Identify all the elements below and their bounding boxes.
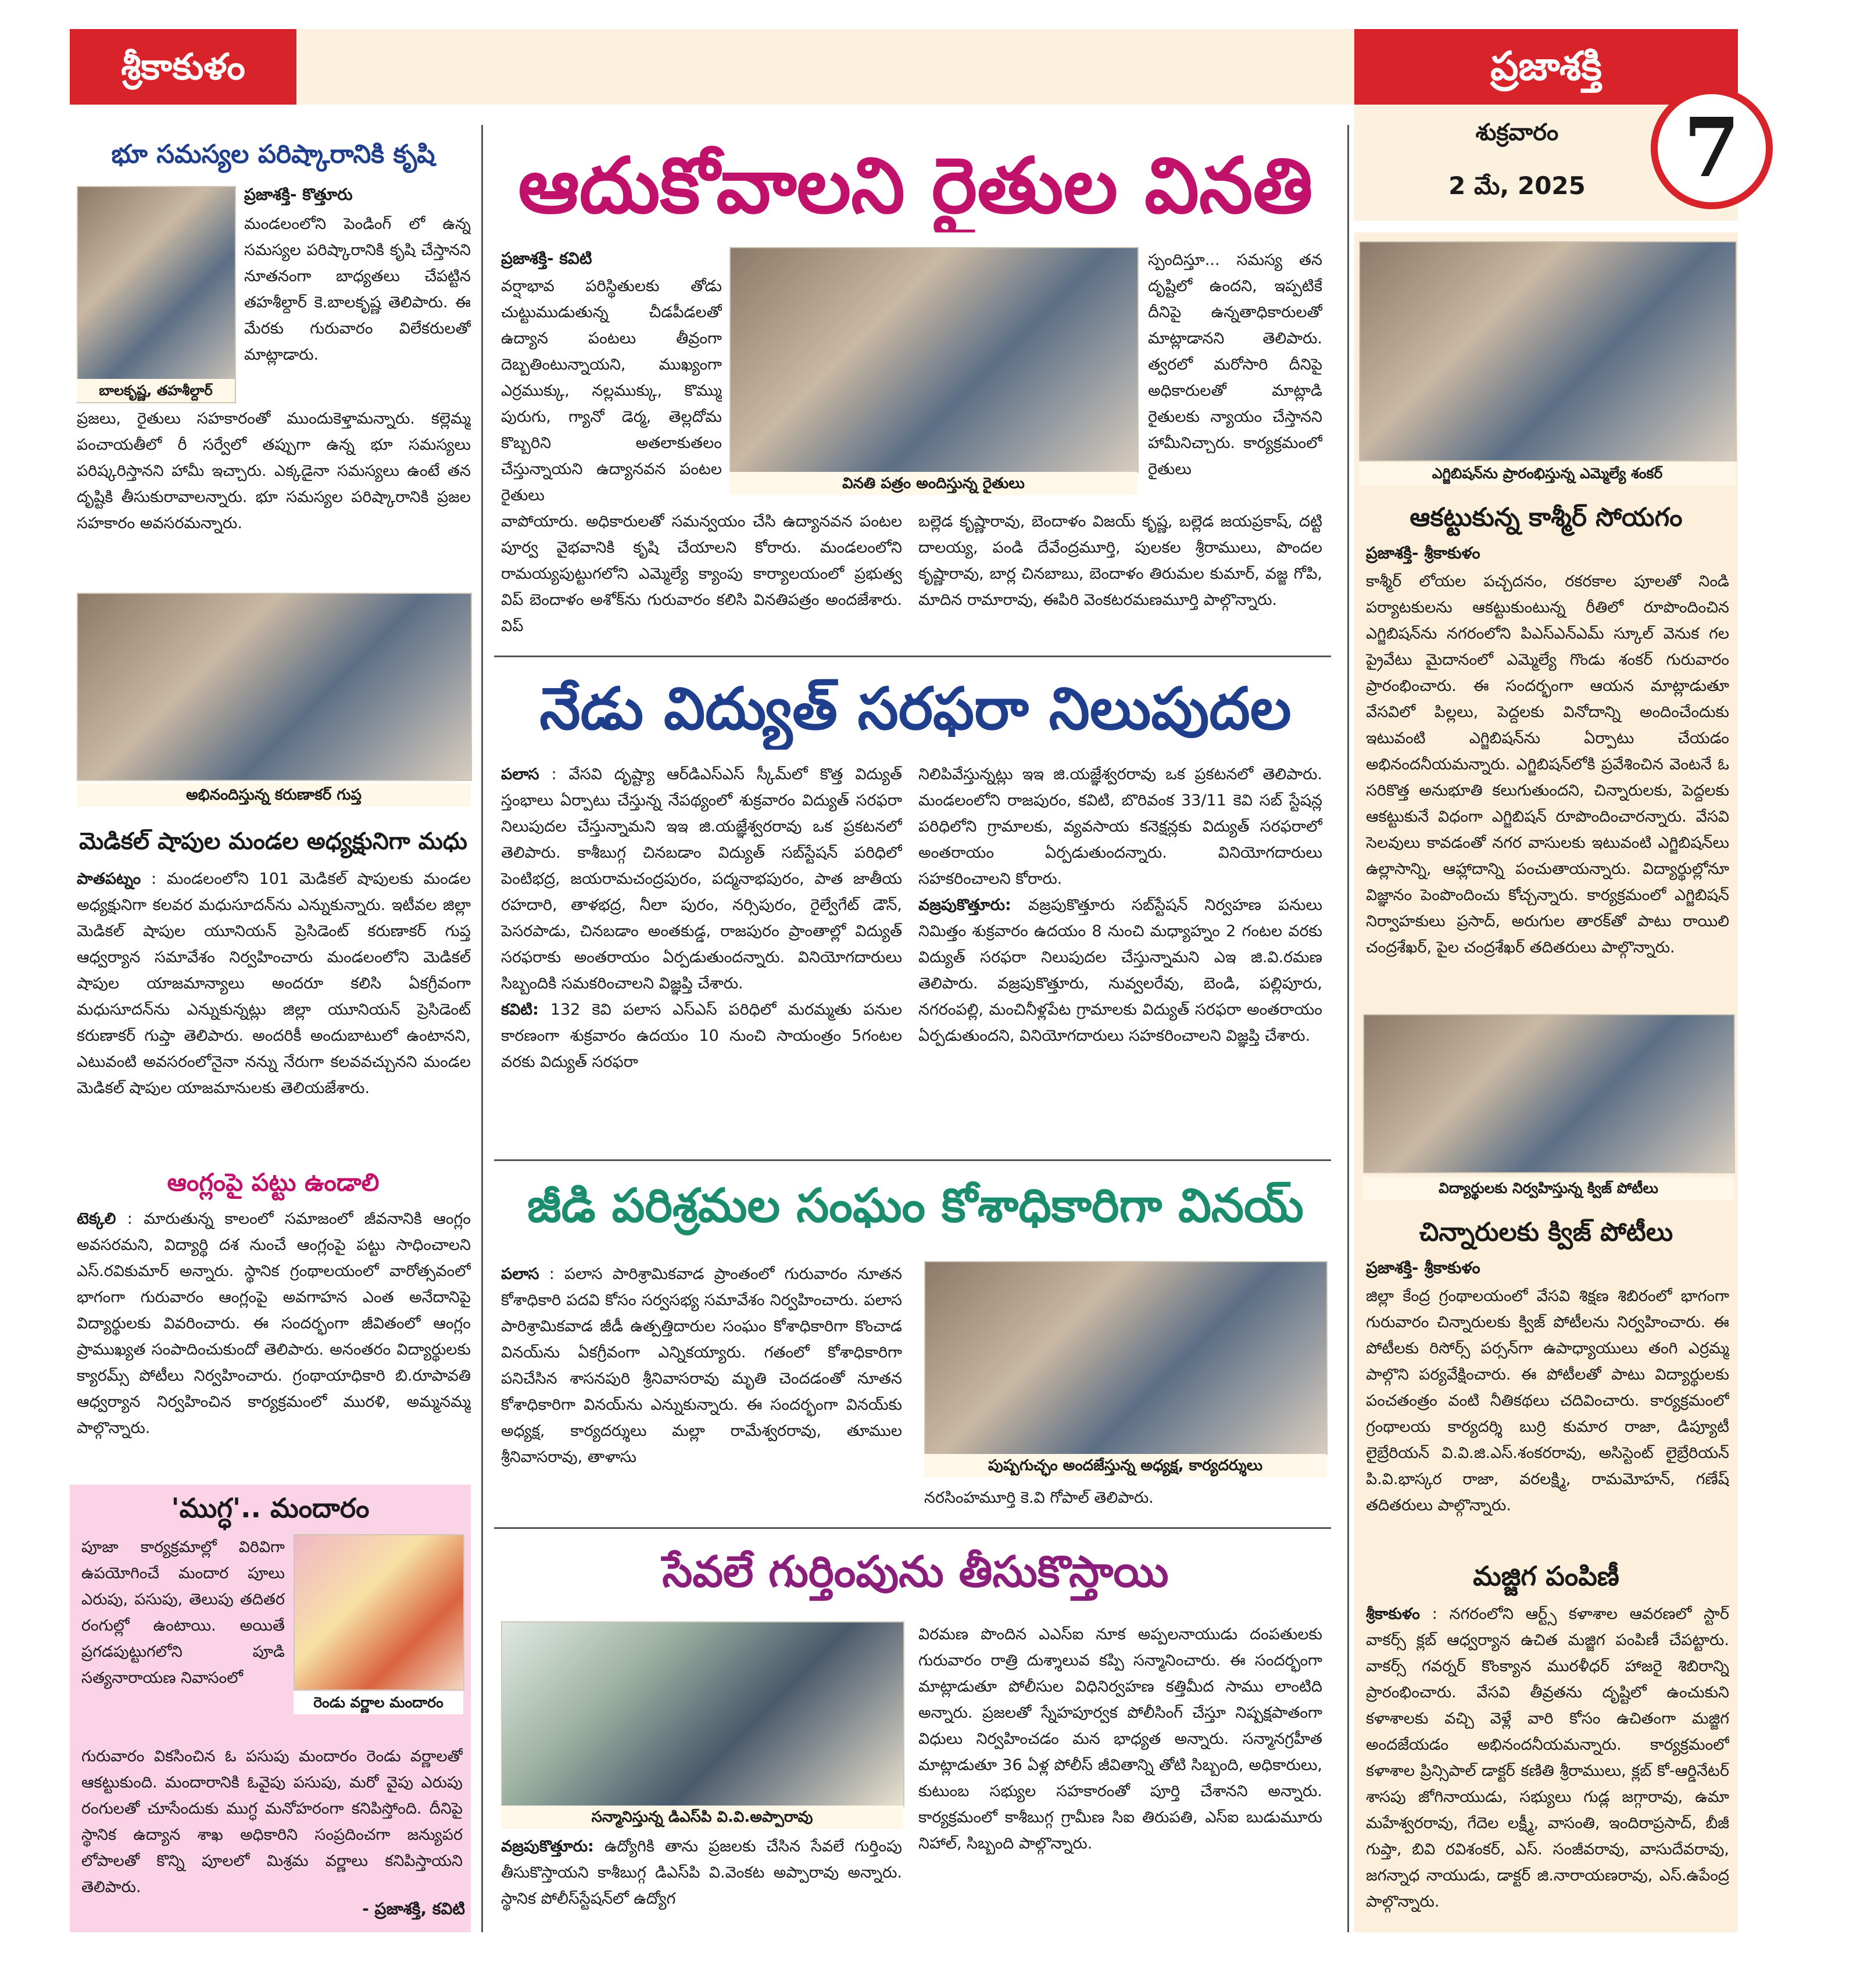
hibiscus-sign: - ప్రజాశక్తి, కవిటి (362, 1899, 465, 1918)
power-lead-1: పలాస (501, 765, 539, 783)
service-headline: సేవలే గుర్తింపును తీసుకొస్తాయి (662, 1547, 1169, 1597)
medical-shops-body (77, 866, 471, 1156)
power-text-1: : వేసవి దృష్ట్యా ఆర్‌డిఎస్‌ఎస్ స్కీమ్‌లో కొత్త విద్యుత్ స్తంభాలు ఏర్పాటు చేస్తున్న నేపథ్యంలో శుక్రవారం విద్యుత్ సరఫరా నిలుపుదల చేస్తున్నామని ఇఇ జి.యజ్ఞేశ్వరరావు ఒక ప్రకటనలో తెలిపారు. కాశీబుగ్గ చినబడాం విద్యుత్ సబ్‌స్టేషన్ పరిధిలో పెంటిభద్ర, జయరామచంద్రపురం, పద్మనాభపురం, పాత జాతీయ రహదారి, తాళభద్ర, నీలా పురం, నర్సిపురం, రైల్వేగేట్ డౌన్, పెసరపాడు, చినబడాం అంతకుడ్డ, రాజపురం ప్రాంతాల్లో విద్యుత్ సరఫరాకు అంతరాయం ఏర్పడుతుందన్నారు. వినియోగదారులు సిబ్బందికి సమకరించాలని విజ్ఞప్తి చేశారు. (501, 765, 902, 993)
farmers-byline: ప్రజాశక్తి- కవిటి (501, 249, 592, 268)
english-lead: టెక్కలి (77, 1210, 116, 1228)
exhibition-photo-caption: ఎగ్జిబిషన్‌ను ప్రారంభిస్తున్న ఎమ్మెల్యే శంకర్ (1359, 462, 1736, 485)
masthead-district: శ్రీకాకుళం (121, 45, 245, 88)
cashew-body (501, 1261, 902, 1523)
service-body-left (501, 1833, 902, 1921)
masthead-paper-logo: ప్రజాశక్తి (1490, 44, 1602, 89)
power-text-3: నిలిపివేస్తున్నట్లు ఇఇ జి.యజ్ఞేశ్వరరావు ఒక ప్రకటనలో తెలిపారు. మండలంలోని రాజపురం, కవిటి, బొరివంక 33/11 కెవి సబ్ స్టేషన్ల పరిధిలోని గ్రామాలకు, వ్యవసాయ కనెక్షన్లకు విద్యుత్ సరఫరాలో అంతరాయం ఏర్పడుతుందన్నారు. వినియోగదారులు సహకరించాలని కోరారు. (918, 765, 1322, 888)
cashew-after-photo: నరసింహమూర్తి కె.వి గోపాల్ తెలిపారు. (924, 1489, 1154, 1507)
english-headline: ఆంగ్లంపై పట్టు ఉండాలి (167, 1168, 380, 1197)
quiz-photo-caption: విద్యార్థులకు నిర్వహిస్తున్న క్విజ్ పోటీలు (1363, 1177, 1734, 1200)
center-rule-2 (494, 1159, 1331, 1161)
english-text: : మారుతున్న కాలంలో సమాజంలో జీవనానికి ఆంగ్లం అవసరమని, విద్యార్థి దశ నుంచే ఆంగ్లంపై పట్టు సాధించాలని ఎస్.రవికుమార్ అన్నారు. స్థానిక గ్రంథాలయంలో వారోత్సవంలో భాగంగా గురువారం ఆంగ్లంపై అవగాహన ఎంత అనేదానిపై విద్యార్థులకు వివరించారు. ఈ సందర్భంగా జీవితంలో ఆంగ్లం ప్రాముఖ్యత సంపాదించుకుందో తెలిపారు. అనంతరం విద్యార్థులకు క్యారమ్స్ పోటీలు నిర్వహించారు. గ్రంథాయాధికారి బి.రూపావతి ఆధ్వర్యాన నిర్వహించిన కార్యక్రమంలో మురళి, అమ్మనమ్మ పాల్గొన్నారు. (77, 1210, 471, 1437)
farmers-bottom-right: బల్లెడ కృష్ణారావు, బెందాళం విజయ్ కృష్ణ, బల్లెడ జయప్రకాష్, దట్టి దాలయ్య, పండి దేవేంద్రమూర్తి, పులకల శ్రీరాములు, పొందల కృష్ణారావు, బార్ల చినబాబు, బెందాళం తిరుమల కుమార్, వజ్జ గోపి, మాదిన రామారావు, ఈపిరి వెంకటరమణమూర్తి పాల్గొన్నారు. (918, 513, 1322, 609)
farmers-col-right: స్పందిస్తూ... సమస్య తన దృష్టిలో ఉందని, ఇప్పటికే దీనిపై ఉన్నతాధికారులతో మాట్లాడానని తెలిపారు. త్వరలో మరోసారి దీనిపై అధికారులతో మాట్లాడి రైతులకు న్యాయం చేస్తానని హామీనిచ్చారు. కార్యక్రమంలో రైతులు (1148, 251, 1322, 478)
column-rule-left (481, 125, 483, 1932)
hibiscus-photo-caption: రెండు వర్ణాల మందారం (294, 1691, 463, 1714)
karunakar-photo-caption: అభినందిస్తున్న కరుణాకర్ గుప్త (77, 783, 471, 807)
kashmir-body: కాశ్మీర్ లోయల పచ్చదనం, రకరకాల పూలతో నిండి పర్యాటకులను ఆకట్టుకుంటున్న రీతిలో రూపొందించిన ఎగ్జిబిషన్‌ను నగరంలోని పిఎస్‌ఎన్‌ఎమ్ స్కూల్ వెనుక గల ప్రైవేటు మైదానంలో ఎమ్మెల్యే గొండు శంకర్ గురువారం ప్రారంభించారు. ఈ సందర్భంగా ఆయన మాట్లాడుతూ వేసవిలో పిల్లలు, పెద్దలకు వినోదాన్ని అందించేందుకు ఇటువంటి ఎగ్జిబిషన్‌ను ఏర్పాటు చేయడం అభినందనీయమన్నారు. ఎగ్జిబిషన్‌లోకి ప్రవేశించిన వెంటనే ఓ సరికొత్త అనుభూతి కలుగుతుందని, చిన్నారులకు, పెద్దలకు ఆకట్టుకునే విధంగా ఎగ్జిబిషన్ రూపొందించారన్నారు. వేసవి సెలవులు కావడంతో నగర వాసులకు ఇటువంటి ఎగ్జిబిషన్‌లు ఉల్లాసాన్ని, ఆహ్లాదాన్ని పంచుతాయన్నారు. విద్యార్థుల్లోనూ విజ్ఞానం పెంపొందించు కోచ్చన్నారు. కార్యక్రమంలో ఎగ్జిబిషన్ నిర్వాహకులు ప్రసాద్, అరుగుల తారక్‌తో పాటు రాయిలి చంద్రశేఖర్, పైల చంద్రశేఖర్ తదితరులు పాల్గొన్నారు. (1366, 572, 1729, 957)
hibiscus-body-side: పూజా కార్యక్రమాల్లో విరివిగా ఉపయోగించే మందార పూలు ఎరుపు, పసుపు, తెలుపు తదితర రంగుల్లో ఉంటాయి. అయితే ప్రగడపుట్టుగలోని పూడి సత్యనారాయణ నివాసంలో (81, 1538, 285, 1687)
masthead-day: శుక్రవారం (1475, 119, 1559, 146)
cashew-text: : పలాస పారిశ్రామికవాడ ప్రాంతంలో గురువారం నూతన కోశాధికారి పదవి కోసం సర్వసభ్య సమావేశం నిర్వహించారు. పలాస పారిశ్రామికవాడ జీడీ ఉత్పత్తిదారుల సంఘం కోశాధికారిగా కొంచాడ వినయ్‌ను ఏకగ్రీవంగా ఎన్నికయ్యారు. గతంలో కోశాధికారిగా పనిచేసిన శాసనపురి శ్రీనివాసరావు మృతి చెందడంతో నూతన కోశాధికారిగా వినయ్‌ను ఎన్నుకున్నారు. ఈ సందర్భంగా వినయ్‌కు అధ్యక్ష, కార్యదర్శులు మల్లా రామేశ్వరరావు, తూముల శ్రీనివాసరావు, తాళాసు (501, 1265, 902, 1466)
land-issues-headline: భూ సమస్యల పరిష్కారానికి కృషి (111, 139, 435, 169)
medical-shops-lead: పాతపట్నం (77, 870, 141, 888)
service-lead: వజ్రపుకొత్తూరు: (501, 1837, 594, 1856)
farmers-headline: ఆదుకోవాలని రైతుల వినతి (518, 141, 1313, 231)
land-issues-body: ప్రజలు, రైతులు సహకారంతో ముందుకెళ్తామన్నారు. కల్లెమ్మ పంచాయతీలో రీ సర్వేలో తప్పుగా ఉన్న భూ సమస్యలు పరిష్కరిస్తానని హామీ ఇచ్చారు. ఎక్కడైనా సమస్యలు ఉంటే తన దృష్టికి తీసుకురావాలన్నారు. భూ సమస్యల పరిష్కారానికి ప్రజల సహకారం అవసరమన్నారు. (77, 410, 471, 532)
quiz-photo (1363, 1014, 1735, 1173)
hibiscus-photo (294, 1534, 464, 1690)
quiz-byline: ప్రజాశక్తి- శ్రీకాకుళం (1366, 1258, 1480, 1277)
buttermilk-headline: మజ్జిగ పంపిణీ (1473, 1560, 1619, 1592)
power-left (501, 761, 902, 1148)
karunakar-photo (77, 593, 472, 781)
land-issues-body-side: మండలంలోని పెండింగ్ లో ఉన్న సమస్యల పరిష్కారానికి కృషి చేస్తానని నూతనంగా బాధ్యతలు చేపట్టిన తహశీల్దార్ కె.బాలకృష్ణ తెలిపారు. ఈ మేరకు గురువారం విలేకరులతో మాట్లాడారు. (244, 215, 471, 364)
cashew-lead: పలాస (501, 1265, 539, 1283)
quiz-body: జిల్లా కేంద్ర గ్రంథాలయంలో వేసవి శిక్షణ శిబిరంలో భాగంగా గురువారం చిన్నారులకు క్విజ్ పోటీలను నిర్వహించారు. ఈ పోటీలకు రిసోర్స్ పర్సన్‌గా ఉపాధ్యాయులు తంగి ఎర్రమ్మ పాల్గొని పర్యవేక్షించారు. ఈ పోటీలతో పాటు విద్యార్థులకు పంచతంత్రం వంటి నీతికథలు చదివించారు. కార్యక్రమంలో గ్రంథాలయ కార్యదర్శి బుర్రి కుమార రాజా, డిప్యూటీ లైబ్రేరియన్ వి.వి.జి.ఎస్.శంకరరావు, అసిస్టెంట్ లైబ్రేరియన్ పి.వి.భాస్కర రాజా, వరలక్ష్మి, రామమోహన్, గణేష్ తదితరులు పాల్గొన్నారు. (1366, 1287, 1729, 1514)
dsp-photo (501, 1621, 904, 1807)
exhibition-photo (1359, 241, 1737, 461)
tahsildar-photo-caption: బాలకృష్ణ, తహశీల్దార్ (77, 379, 235, 402)
cashew-headline: జీడి పరిశ్రమల సంఘం కోశాధికారిగా వినయ్ (527, 1179, 1304, 1233)
masthead-district-box (70, 29, 296, 105)
page-number-badge (1651, 87, 1773, 209)
kashmir-headline: ఆకట్టుకున్న కాశ్మీర్ సోయగం (1410, 503, 1683, 532)
power-text-4: వజ్రపుకొత్తూరు సబ్‌స్టేషన్ నిర్వహణ పనులు నిమిత్తం శుక్రవారం ఉదయం 8 నుంచి మధ్యాహ్నం 2 గంటల వరకు విద్యుత్ సరఫరా నిలుపుదల చేస్తున్నామని ఎఇ జి.వి.రమణ తెలిపారు. వజ్రపుకొత్తూరు, నువ్వలరేవు, బెండి, పల్లిపూరు, నగరంపల్లి, మంచినీళ్లపేట గ్రామాలకు విద్యుత్ సరఫరా అంతరాయం ఏర్పడుతుందని, వినియోగదారులు సహకరించాలని విజ్ఞప్తి చేశారు. (918, 896, 1322, 1045)
kashmir-byline: ప్రజాశక్తి- శ్రీకాకుళం (1366, 543, 1480, 563)
buttermilk-body (1366, 1601, 1729, 1926)
cashew-photo (924, 1261, 1328, 1455)
power-text-2: 132 కెవి పలాస ఎస్‌ఎస్ పరిధిలో మరమ్మతు పనుల కారణంగా శుక్రవారం ఉదయం 10 నుంచి సాయంత్రం 5గంటల వరకు విద్యుత్ సరఫరా (501, 1001, 902, 1071)
column-rule-right (1347, 125, 1349, 1932)
center-rule-3 (494, 1527, 1331, 1529)
buttermilk-lead: శ్రీకాకుళం (1366, 1605, 1420, 1623)
masthead-paper-box (1354, 29, 1738, 105)
hibiscus-headline: 'ముగ్ధ'.. మందారం (171, 1492, 370, 1524)
medical-shops-text: : మండలంలోని 101 మెడికల్ షాపులకు మండల అధ్యక్షునిగా కలవర మధుసూదన్‌ను ఎన్నుకున్నారు. ఇటీవల జిల్లా మెడికల్ షాపుల యూనియన్ ప్రెసిడెంట్ కరుణాకర్ గుప్త ఆధ్వర్యాన సమావేశం నిర్వహించారు మండలంలోని మెడికల్ షాపుల యాజమాన్యాలు అందరూ కలిసి ఏకగ్రీవంగా మధుసూదన్‌ను ఎన్నుకున్నట్లు జిల్లా యూనియన్ ప్రెసిడెంట్ కరుణాకర్ గుప్తా తెలిపారు. అందరికీ అందుబాటులో ఉంటానని, ఎటువంటి అవసరంలోనైనా నన్ను నేరుగా కలవవచ్చునని మండల మెడికల్ షాపుల యాజమానులకు తెలియజేశారు. (77, 870, 471, 1097)
english-body (77, 1206, 471, 1479)
center-rule-1 (494, 655, 1331, 657)
farmers-photo-caption: వినతి పత్రం అందిస్తున్న రైతులు (729, 472, 1137, 495)
hibiscus-body: గురువారం వికసించిన ఓ పసుపు మందారం రెండు వర్ణాలతో ఆకట్టుకుంది. మందారానికి ఓవైపు పసుపు, మరో వైపు ఎరుపు రంగులతో చూసేందుకు ముగ్ధ మనోహరంగా కనిపిస్తోంది. దీనిపై స్థానిక ఉద్యాన శాఖ అధికారిని సంప్రదించగా జన్యుపర లోపాలతో కొన్ని పూలలో మిశ్రమ వర్ణాలు కనిపిస్తాయని తెలిపారు. (81, 1747, 463, 1896)
medical-shops-headline: మెడికల్ షాపుల మండల అధ్యక్షునిగా మధు (78, 828, 468, 855)
land-issues-byline: ప్రజాశక్తి- కొత్తూరు (244, 185, 353, 204)
farmers-photo (729, 247, 1139, 473)
buttermilk-text: : నగరంలోని ఆర్ట్స్ కళాశాల ఆవరణలో స్టార్ వాకర్స్ క్లబ్ ఆధ్వర్యాన ఉచిత మజ్జిగ పంపిణీ చేపట్టారు. వాకర్స్ గవర్నర్ కొంక్యాన మురళీధర్ హాజరై శిబిరాన్ని ప్రారంభించారు. వేసవి తీవ్రతను దృష్టిలో ఉంచుకుని కళాశాలకు వచ్చి వెళ్లే వారి కోసం ఉచితంగా మజ్జిగ అందజేయడం అభినందనీయమన్నారు. కార్యక్రమంలో కళాశాల ప్రిన్సిపాల్ డాక్టర్ కణితి శ్రీరాములు, క్లబ్ కో-ఆర్డినేటర్ శాసపు జోగినాయుడు, సభ్యులు గుడ్ల జగ్గారావు, ఉమా మహేశ్వరరావు, గేదెల లక్ష్మీ, వాసంతి, ఇందిరాప్రసాద్, బీజీ గుప్తా, బివి రవిశంకర్, ఎస్. సంజీవరావు, వాసుదేవరావు, జగన్నాధ నాయుడు, డాక్టర్ జి.నారాయణరావు, ఎస్.ఉపేంద్ర పాల్గొన్నారు. (1366, 1605, 1729, 1911)
dsp-photo-caption: సన్మానిస్తున్న డిఎస్‌పి వి.వి.అప్పారావు (501, 1806, 903, 1829)
page-number: 7 (1683, 101, 1740, 196)
service-body-right: విరమణ పొందిన ఎఎస్‌ఐ నూక అప్పలనాయుడు దంపతులకు గురువారం రాత్రి దుశ్శాలువ కప్పి సన్మానించారు. ఈ సందర్భంగా మాట్లాడుతూ పోలీసుల విధినిర్వహణ కత్తిమీద సాము లాంటిది అన్నారు. ప్రజలతో స్నేహపూర్వక పోలీసింగ్ చేస్తూ నిష్పక్షపాతంగా విధులు నిర్వహించడం మన భాధ్యత అన్నారు. సన్మానగ్రహీత మాట్లాడుతూ 36 ఏళ్ల పోలీస్ జీవితాన్ని తోటి సిబ్బంది, అధికారులు, కుటుంబ సభ్యుల సహకారంతో పూర్తి చేశానని అన్నారు. కార్యక్రమంలో కాశీబుగ్గ గ్రామీణ సిఐ తిరుపతి, ఎస్‌ఐ బుడుమూరు నిహాల్, సిబ్బంది పాల్గొన్నారు. (918, 1625, 1322, 1853)
power-lead-4: వజ్రపుకొత్తూరు: (918, 896, 1011, 914)
cashew-photo-caption: పుష్పగుచ్ఛం అందజేస్తున్న అధ్యక్ష, కార్యదర్శులు (924, 1454, 1326, 1477)
power-lead-2: కవిటి: (501, 1001, 539, 1019)
masthead-date: 2 మే, 2025 (1448, 171, 1586, 200)
farmers-col-left: వర్షాభావ పరిస్థితులకు తోడు చుట్టుముడుతున్న చీడపీడలతో ఉద్యాన పంటలు తీవ్రంగా దెబ్బతింటున్నాయని, ముఖ్యంగా ఎర్రముక్కు, నల్లముక్కు, కొమ్ము పురుగు, గ్యానో డెర్మ, తెల్లదోమ కొబ్బరిని అతలాకుతలం చేస్తున్నాయని ఉద్యానవన పంటల రైతులు (501, 277, 722, 504)
power-headline: నేడు విద్యుత్ సరఫరా నిలుపుదల (539, 675, 1292, 743)
tahsildar-photo (77, 186, 236, 403)
farmers-bottom-left: వాపోయారు. అధికారులతో సమన్వయం చేసి ఉద్యానవన పంటల పూర్వ వైభవానికి కృషి చేయాలని కోరారు. మండలంలోని రామయ్యపుట్టుగలోని ఎమ్మెల్యే క్యాంపు కార్యాలయంలో ప్రభుత్వ విప్ బెందాళం అశోక్‌ను గురువారం కలిసి వినతిపత్రం అందజేశారు. విప్ (501, 513, 902, 635)
power-right (918, 761, 1322, 1148)
service-text-left: ఉద్యోగికి తాను ప్రజలకు చేసిన సేవలే గుర్తింపు తీసుకొస్తాయని కాశీబుగ్గ డిఎస్‌పి వి.వెంకట అప్పారావు అన్నారు. స్థానిక పోలీస్‌స్టేషన్‌లో ఉద్యోగ (501, 1837, 902, 1908)
quiz-headline: చిన్నారులకు క్విజ్ పోటీలు (1419, 1217, 1673, 1247)
